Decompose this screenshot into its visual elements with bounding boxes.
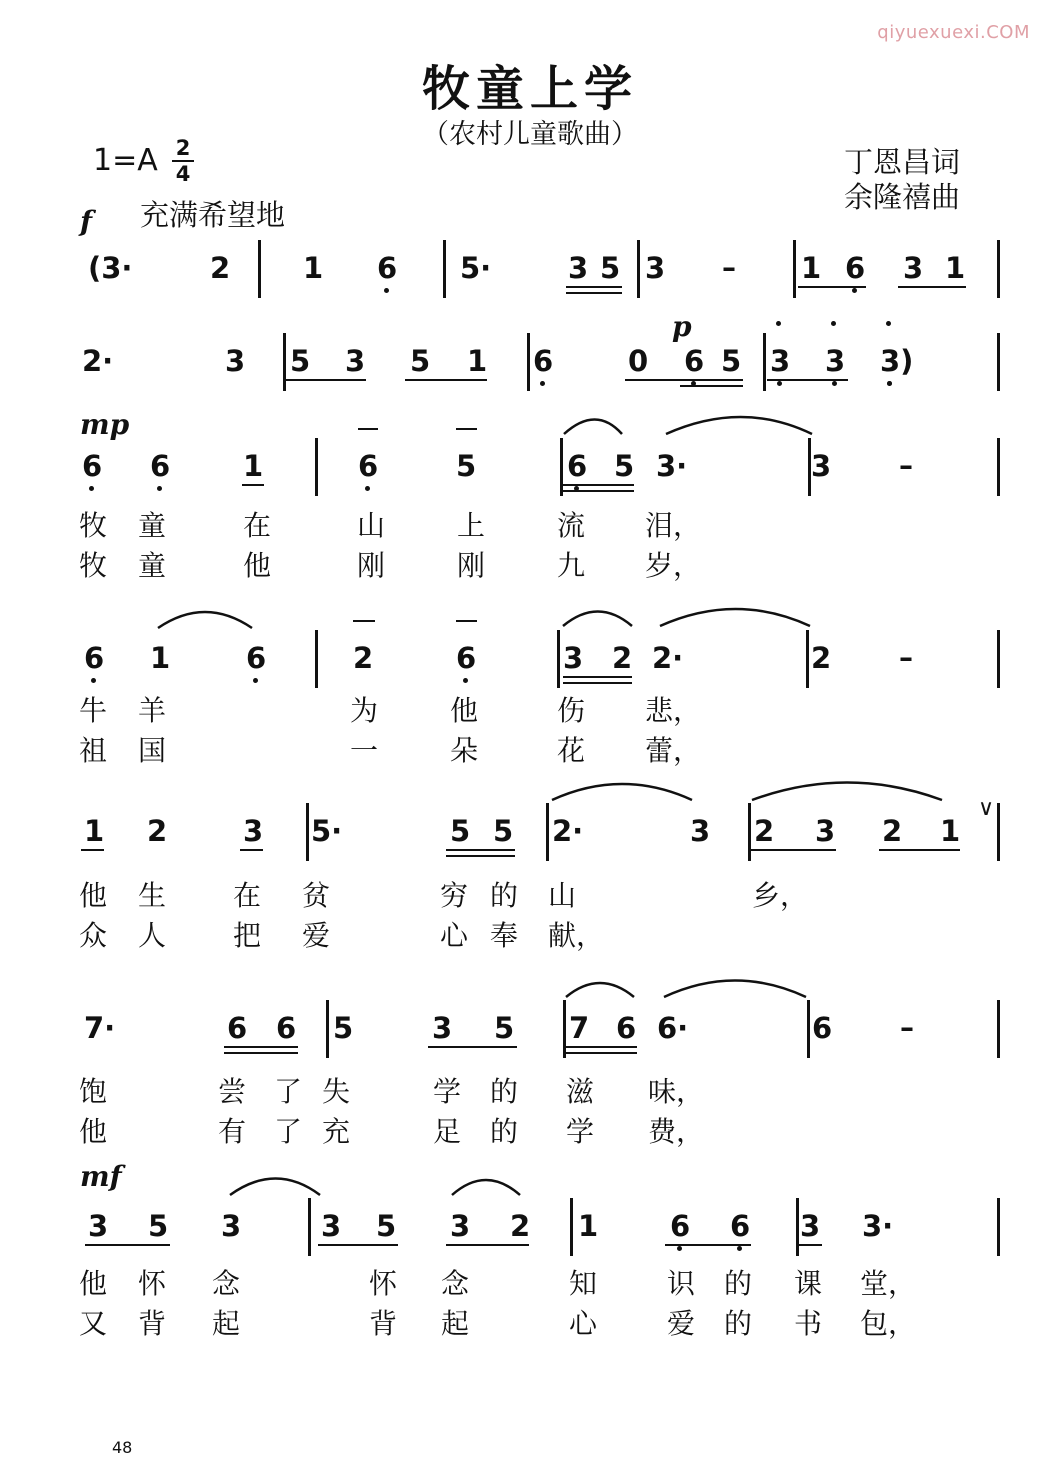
note: 1: [150, 641, 171, 675]
lyric-char: 的: [490, 1075, 519, 1108]
lyric-char: 祖: [79, 734, 108, 767]
note: 5: [410, 344, 431, 378]
lyric-char: 他: [79, 1267, 108, 1300]
lyric-char: 滋: [566, 1075, 595, 1108]
note: 3: [645, 251, 666, 285]
time-signature-top: 2: [175, 136, 191, 160]
lyric-char: 又: [79, 1307, 108, 1340]
lyric-char: 一: [350, 734, 379, 767]
lyric-char: 起: [441, 1307, 470, 1340]
sustain-dash: –: [900, 1011, 914, 1044]
lyric-char: 失: [322, 1075, 351, 1108]
lyric-char: 众: [79, 919, 108, 952]
note: 7·: [84, 1011, 116, 1045]
lyric-char: 念: [212, 1267, 241, 1300]
lyric-char: 穷: [440, 879, 469, 912]
lyric-char: 泪，: [645, 509, 702, 542]
note: 3: [903, 251, 924, 285]
lyric-char: 上: [457, 509, 486, 542]
lyric-char: 国: [138, 734, 167, 767]
lyric-char: 流: [557, 509, 586, 542]
note: 3: [243, 814, 264, 848]
note: 5: [333, 1011, 354, 1045]
note: 6: [358, 449, 379, 483]
lyric-char: 的: [724, 1307, 753, 1340]
note: 3: [221, 1209, 242, 1243]
note: 1: [945, 251, 966, 285]
lyric-char: 的: [724, 1267, 753, 1300]
note: 2: [811, 641, 832, 675]
sustain-dash: –: [899, 449, 913, 482]
note: 3: [811, 449, 832, 483]
lyric-char: 羊: [138, 694, 167, 727]
lyric-char: 九: [557, 549, 586, 582]
lyric-char: 知: [569, 1267, 598, 1300]
note: 5: [614, 449, 635, 483]
slur-tie: [664, 981, 806, 998]
note: 0: [628, 344, 649, 378]
lyric-char: 牧: [79, 549, 108, 582]
lyric-char: 有: [218, 1115, 247, 1148]
lyric-char: 爱: [302, 919, 331, 952]
time-signature-bottom: 4: [175, 162, 191, 186]
composer-credit: 余隆禧曲: [843, 180, 960, 214]
dynamic-forte: f: [80, 205, 93, 238]
lyric-char: 献，: [548, 919, 605, 952]
note: 6: [82, 449, 103, 483]
note: 3·: [862, 1209, 894, 1243]
lyric-char: 书: [794, 1307, 823, 1340]
note: 5: [450, 814, 471, 848]
lyric-char: 念: [441, 1267, 470, 1300]
lyric-char: 刚: [457, 549, 486, 582]
note: 6: [246, 641, 267, 675]
lyric-char: 牛: [79, 694, 108, 727]
note: 6: [150, 449, 171, 483]
note: 2·: [552, 814, 584, 848]
note: 2: [210, 251, 231, 285]
note: 5: [456, 449, 477, 483]
lyric-char: 他: [450, 694, 479, 727]
tempo-marking: 充满希望地: [140, 198, 286, 232]
lyric-char: 在: [233, 879, 262, 912]
slur-tie: [566, 983, 634, 997]
lyric-char: 的: [490, 879, 519, 912]
lyricist-credit: 丁恩昌词: [843, 145, 960, 179]
lyric-char: 爱: [667, 1307, 696, 1340]
note: 6: [377, 251, 398, 285]
note: 1: [243, 449, 264, 483]
lyric-char: 人: [138, 919, 167, 952]
lyric-char: 朵: [450, 734, 479, 767]
lyric-char: 牧: [79, 509, 108, 542]
lyric-char: 他: [79, 879, 108, 912]
lyric-char: 怀: [369, 1267, 398, 1300]
lyric-char: 生: [138, 879, 167, 912]
note: 6: [684, 344, 705, 378]
lyric-char: 奉: [490, 919, 519, 952]
lyric-char: 了: [274, 1075, 303, 1108]
lyric-char: 乡，: [752, 879, 809, 912]
note: 1: [467, 344, 488, 378]
note: 6: [730, 1209, 751, 1243]
slur-tie: [666, 417, 812, 434]
note: 5: [376, 1209, 397, 1243]
dynamic-mezzo-forte: mf: [80, 1160, 122, 1193]
note: 6: [670, 1209, 691, 1243]
lyric-char: 背: [369, 1307, 398, 1340]
note: 3: [815, 814, 836, 848]
page-number: 48: [112, 1438, 133, 1457]
lyric-char: 岁，: [645, 549, 702, 582]
note: 3): [880, 344, 914, 378]
slur-tie: [452, 1180, 520, 1195]
lyric-char: 学: [566, 1115, 595, 1148]
lyric-char: 山: [357, 509, 386, 542]
lyric-char: 山: [548, 879, 577, 912]
lyric-char: 堂，: [860, 1267, 917, 1300]
lyric-char: 心: [569, 1307, 598, 1340]
note: 3: [563, 641, 584, 675]
lyric-char: 他: [243, 549, 272, 582]
lyric-char: 包，: [860, 1307, 917, 1340]
note: 6: [276, 1011, 297, 1045]
sustain-dash: –: [899, 641, 913, 674]
note: 2: [353, 641, 374, 675]
slur-tie: [563, 612, 632, 627]
note: 5: [290, 344, 311, 378]
note: 2: [510, 1209, 531, 1243]
watermark: qiyuexuexi.COM: [877, 22, 1030, 43]
lyric-char: 味，: [648, 1075, 705, 1108]
dynamic-piano: p: [672, 310, 692, 343]
song-subtitle: （农村儿童歌曲）: [422, 119, 638, 150]
lyric-char: 的: [490, 1115, 519, 1148]
note: 6: [567, 449, 588, 483]
note: 3: [345, 344, 366, 378]
note: (3·: [88, 251, 133, 285]
lyric-char: 课: [794, 1267, 823, 1300]
note: 3: [800, 1209, 821, 1243]
note: 5: [600, 251, 621, 285]
slur-tie: [230, 1179, 320, 1196]
dynamic-mezzo-piano: mp: [80, 408, 130, 441]
lyric-char: 把: [233, 919, 262, 952]
slur-tie: [752, 783, 942, 801]
note: 1: [940, 814, 961, 848]
note: 2: [147, 814, 168, 848]
lyric-char: 足: [433, 1115, 462, 1148]
note: 2: [612, 641, 633, 675]
note: 6: [812, 1011, 833, 1045]
note: 6: [845, 251, 866, 285]
lyric-char: 怀: [138, 1267, 167, 1300]
note: 5·: [311, 814, 343, 848]
key-signature: 1=A: [93, 143, 158, 178]
note: 5·: [460, 251, 492, 285]
note: 1: [84, 814, 105, 848]
note: 5: [148, 1209, 169, 1243]
note: 6: [616, 1011, 637, 1045]
lyric-char: 了: [274, 1115, 303, 1148]
note: 3: [432, 1011, 453, 1045]
note: 2·: [82, 344, 114, 378]
lyric-char: 他: [79, 1115, 108, 1148]
note: 1: [578, 1209, 599, 1243]
slur-tie: [158, 612, 252, 628]
lyric-char: 悲，: [645, 694, 702, 727]
song-title: 牧童上学: [421, 61, 638, 117]
note: 5: [493, 814, 514, 848]
lyric-char: 充: [322, 1115, 351, 1148]
slur-tie: [660, 609, 810, 626]
note: 6·: [657, 1011, 689, 1045]
lyric-char: 花: [557, 734, 586, 767]
note: 2·: [652, 641, 684, 675]
note: 6: [533, 344, 554, 378]
note: 1: [303, 251, 324, 285]
note: 3: [825, 344, 846, 378]
lyric-char: 在: [243, 509, 272, 542]
lyric-char: 费，: [648, 1115, 705, 1148]
note: 3·: [656, 449, 688, 483]
lyric-char: 学: [433, 1075, 462, 1108]
lyric-char: 背: [138, 1307, 167, 1340]
lyric-char: 贫: [302, 879, 331, 912]
breath-mark: ∨: [978, 796, 995, 821]
lyric-char: 心: [440, 919, 469, 952]
lyric-char: 童: [138, 549, 167, 582]
note: 3: [321, 1209, 342, 1243]
note: 3: [450, 1209, 471, 1243]
note: 3: [225, 344, 246, 378]
note: 6: [227, 1011, 248, 1045]
lyric-char: 蕾，: [645, 734, 702, 767]
lyric-char: 起: [212, 1307, 241, 1340]
note: 2: [754, 814, 775, 848]
lyric-char: 饱: [79, 1075, 108, 1108]
note: 5: [721, 344, 742, 378]
note: 2: [882, 814, 903, 848]
note: 3: [770, 344, 791, 378]
note: 3: [690, 814, 711, 848]
note: 7: [569, 1011, 590, 1045]
lyric-char: 童: [138, 509, 167, 542]
lyric-char: 刚: [357, 549, 386, 582]
note: 6: [84, 641, 105, 675]
note: 3: [88, 1209, 109, 1243]
note: 6: [456, 641, 477, 675]
lyric-char: 伤: [557, 694, 586, 727]
note: 5: [494, 1011, 515, 1045]
slur-tie: [564, 420, 622, 435]
slur-tie: [552, 784, 692, 800]
note: 1: [801, 251, 822, 285]
lyric-char: 识: [667, 1267, 696, 1300]
lyric-char: 尝: [218, 1075, 247, 1108]
sustain-dash: –: [722, 251, 736, 284]
lyric-char: 为: [350, 694, 379, 727]
note: 3: [568, 251, 589, 285]
